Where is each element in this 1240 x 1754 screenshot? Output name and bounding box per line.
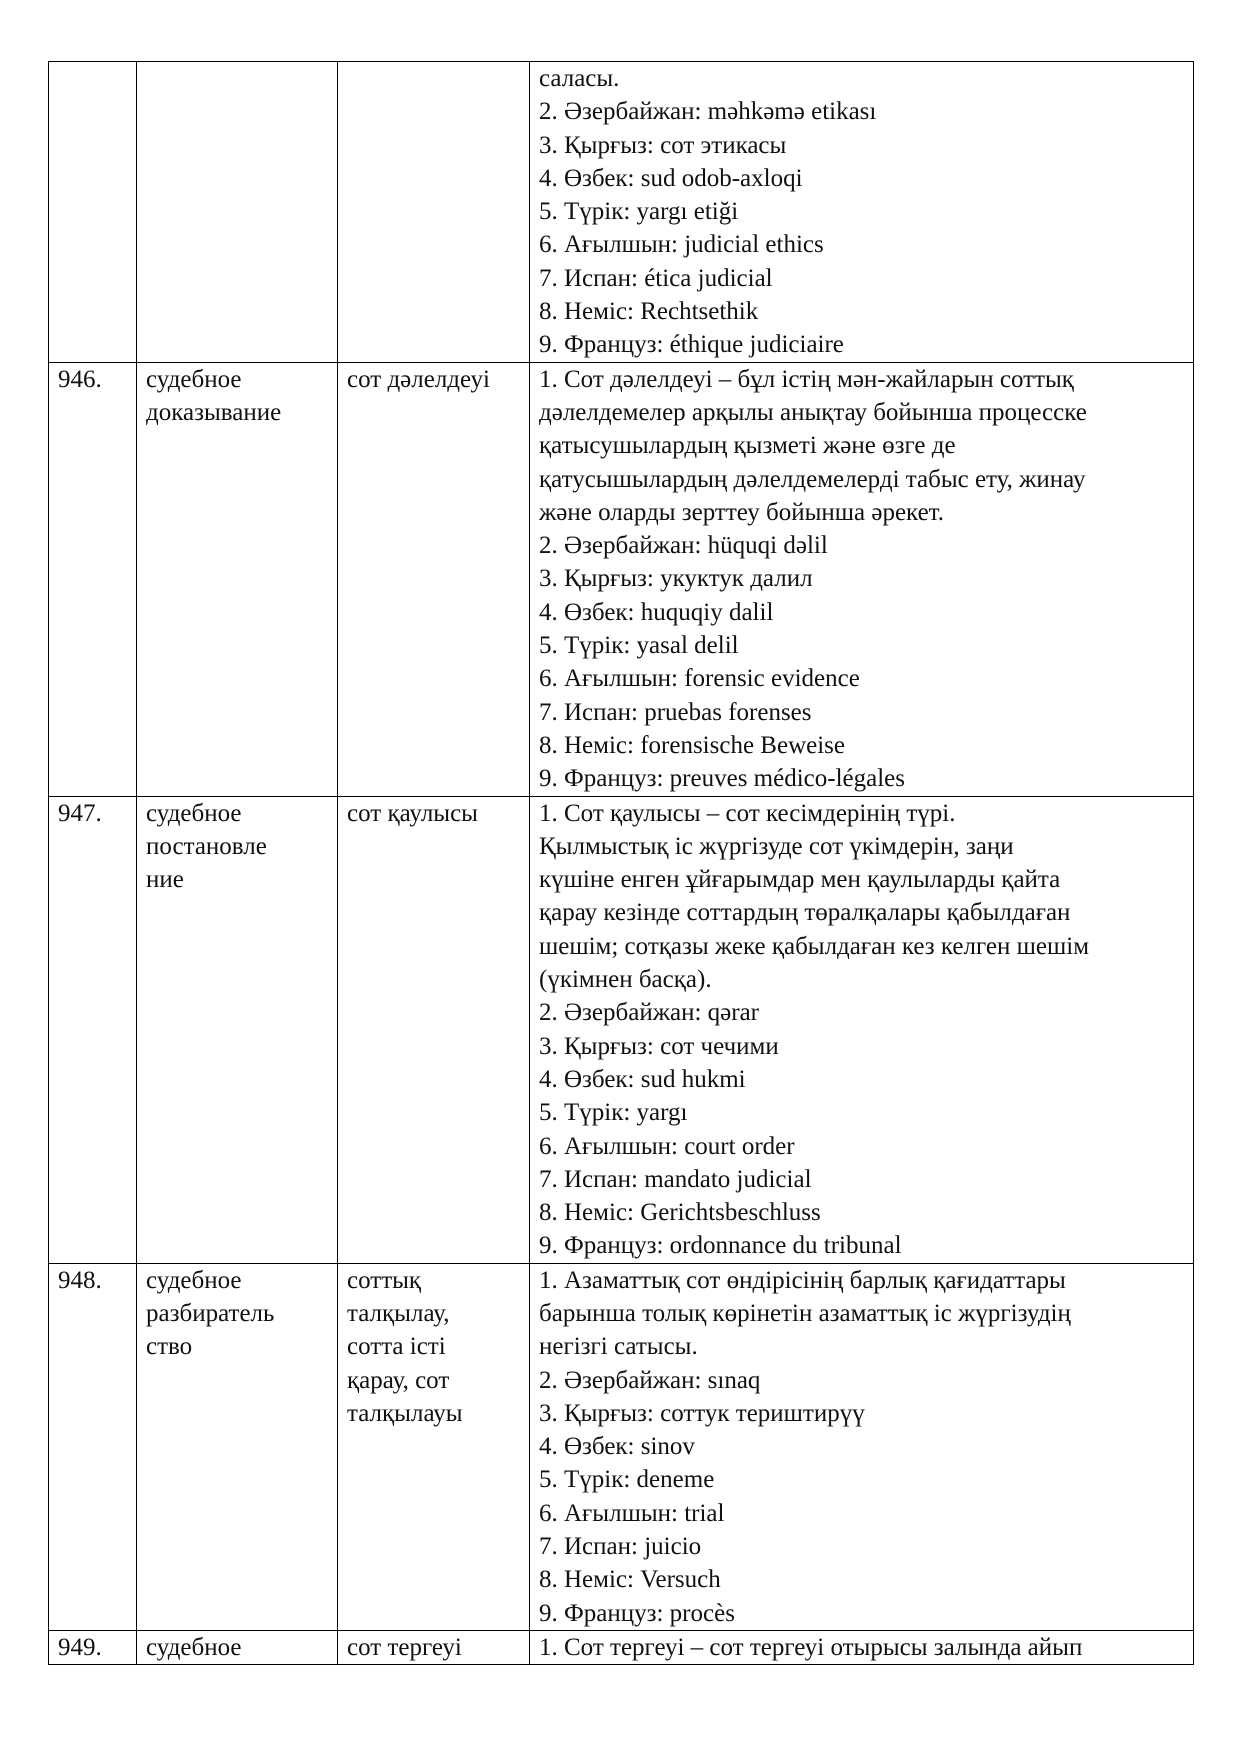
definition-and-translations-line: 6. Ағылшын: forensic evidence — [539, 665, 860, 693]
russian-term — [137, 62, 338, 363]
definition-and-translations-line: қатысушылардың қызметі және өзге де — [539, 432, 956, 460]
definition-and-translations-line: 9. Француз: preuves médico-légales — [539, 765, 905, 793]
definition-and-translations-line: 3. Қырғыз: соттук териштирүү — [539, 1399, 865, 1427]
definition-and-translations — [530, 1630, 1194, 1664]
definition-and-translations-line: негізгі сатысы. — [539, 1333, 698, 1361]
russian-term-line: судебное — [146, 799, 242, 827]
definition-and-translations-line: 4. Өзбек: sud odob-axloqi — [539, 164, 803, 192]
definition-and-translations-line: қарау кезінде соттардың төралқалары қабылдаған — [539, 899, 1071, 927]
entry-number — [49, 62, 137, 363]
definition-and-translations-line: 7. Испан: ética judicial — [539, 264, 773, 292]
kazakh-term-line: сот тергеуі — [347, 1633, 462, 1661]
table-row — [49, 1263, 1194, 1630]
definition-and-translations-line: 8. Неміс: Rechtsethik — [539, 298, 759, 326]
definition-and-translations-line: саласы. — [539, 65, 620, 92]
russian-term-line: доказывание — [146, 398, 282, 426]
definition-and-translations-line: 8. Неміс: Versuch — [539, 1566, 721, 1594]
definition-and-translations-line: 3. Қырғыз: сот этикасы — [539, 131, 787, 159]
entry-number: 949. — [49, 1630, 137, 1664]
kazakh-term-line: талқылауы — [347, 1399, 463, 1427]
definition-and-translations-line: 7. Испан: juicio — [539, 1533, 702, 1561]
definition-and-translations — [530, 1263, 1194, 1630]
russian-term — [137, 1630, 338, 1664]
russian-term-line: постановле — [146, 832, 267, 860]
russian-term-line: судебное — [146, 1633, 242, 1661]
definition-and-translations-line: 7. Испан: mandato judicial — [539, 1165, 812, 1193]
definition-and-translations-line: дәлелдемелер арқылы анықтау бойынша процесске — [539, 398, 1087, 426]
definition-and-translations-line: 4. Өзбек: sinov — [539, 1433, 695, 1461]
definition-and-translations-line: 8. Неміс: Gerichtsbeschluss — [539, 1199, 821, 1227]
entry-number: 948. — [49, 1263, 137, 1630]
definition-and-translations-line: қатусышылардың дәлелдемелерді табыс ету, жинау — [539, 465, 1086, 493]
definition-and-translations-line: 2. Әзербайжан: sınaq — [539, 1366, 761, 1394]
kazakh-term-line: талқылау, — [347, 1299, 450, 1327]
kazakh-term — [338, 796, 530, 1263]
definition-and-translations — [530, 796, 1194, 1263]
kazakh-term-line: сотта істі — [347, 1333, 446, 1361]
definition-and-translations-line: 9. Француз: procès — [539, 1599, 735, 1627]
kazakh-term — [338, 1630, 530, 1664]
definition-and-translations-line: 2. Әзербайжан: hüquqi dəlil — [539, 532, 828, 560]
definition-and-translations-line: 1. Сот қаулысы – сот кесімдерінің түрі. — [539, 799, 956, 827]
definition-and-translations-line: 4. Өзбек: huquqiy dalil — [539, 598, 774, 626]
definition-and-translations-line: шешім; сотқазы жеке қабылдаған кез келген шешім — [539, 932, 1090, 960]
russian-term-line: разбиратель — [146, 1299, 275, 1327]
kazakh-term — [338, 62, 530, 363]
kazakh-term-line: соттық — [347, 1266, 422, 1294]
definition-and-translations-line: 5. Түрік: deneme — [539, 1466, 715, 1494]
russian-term-line: судебное — [146, 1266, 242, 1294]
kazakh-term — [338, 362, 530, 796]
definition-and-translations-line: 1. Сот дәлелдеуі – бұл істің мән-жайларын соттық — [539, 365, 1074, 393]
kazakh-term — [338, 1263, 530, 1630]
entry-number: 946. — [49, 362, 137, 796]
definition-and-translations-line: барынша толық көрінетін азаматтық іс жүргізудің — [539, 1299, 1071, 1327]
definition-and-translations-line: 6. Ағылшын: judicial ethics — [539, 231, 824, 259]
kazakh-term-line: қарау, сот — [347, 1366, 450, 1394]
definition-and-translations-line: 2. Әзербайжан: qərar — [539, 999, 760, 1027]
russian-term — [137, 1263, 338, 1630]
russian-term — [137, 362, 338, 796]
definition-and-translations-line: 2. Әзербайжан: məhkəmə etikası — [539, 98, 877, 126]
glossary-table — [48, 61, 1194, 1665]
definition-and-translations-line: және оларды зерттеу бойынша әрекет. — [539, 498, 944, 526]
definition-and-translations-line: 7. Испан: pruebas forenses — [539, 698, 812, 726]
definition-and-translations-line: 1. Азаматтық сот өндірісінің барлық қағидаттары — [539, 1266, 1066, 1294]
definition-and-translations-line: 8. Неміс: forensische Beweise — [539, 731, 845, 759]
definition-and-translations — [530, 362, 1194, 796]
russian-term — [137, 796, 338, 1263]
definition-and-translations-line: 6. Ағылшын: trial — [539, 1499, 725, 1527]
definition-and-translations-line: 1. Сот тергеуі – сот тергеуі отырысы залында айып — [539, 1633, 1083, 1661]
table-row — [49, 362, 1194, 796]
definition-and-translations-line: 5. Түрік: yasal delil — [539, 632, 739, 660]
russian-term-line: ние — [146, 866, 184, 894]
entry-number: 947. — [49, 796, 137, 1263]
definition-and-translations-line: күшіне енген ұйғарымдар мен қаулыларды қайта — [539, 866, 1061, 894]
definition-and-translations-line: (үкімнен басқа). — [539, 966, 712, 994]
definition-and-translations — [530, 62, 1194, 363]
russian-term-line: судебное — [146, 365, 242, 393]
table-row — [49, 1630, 1194, 1664]
russian-term-line: ство — [146, 1333, 193, 1361]
definition-and-translations-line: 4. Өзбек: sud hukmi — [539, 1065, 746, 1093]
table-row — [49, 796, 1194, 1263]
definition-and-translations-line: 9. Француз: éthique judiciaire — [539, 331, 844, 359]
definition-and-translations-line: 3. Қырғыз: сот чечими — [539, 1032, 779, 1060]
table-row — [49, 62, 1194, 363]
definition-and-translations-line: 5. Түрік: yargı — [539, 1099, 688, 1127]
definition-and-translations-line: 6. Ағылшын: court order — [539, 1132, 795, 1160]
definition-and-translations-line: 5. Түрік: yargı etiği — [539, 198, 739, 226]
definition-and-translations-line: Қылмыстық іс жүргізуде сот үкімдерін, заңи — [539, 832, 1014, 860]
kazakh-term-line: сот қаулысы — [347, 799, 478, 827]
glossary-table-body — [49, 62, 1194, 1665]
definition-and-translations-line: 9. Француз: ordonnance du tribunal — [539, 1232, 902, 1260]
kazakh-term-line: сот дәлелдеуі — [347, 365, 490, 393]
definition-and-translations-line: 3. Қырғыз: укуктук далил — [539, 565, 813, 593]
